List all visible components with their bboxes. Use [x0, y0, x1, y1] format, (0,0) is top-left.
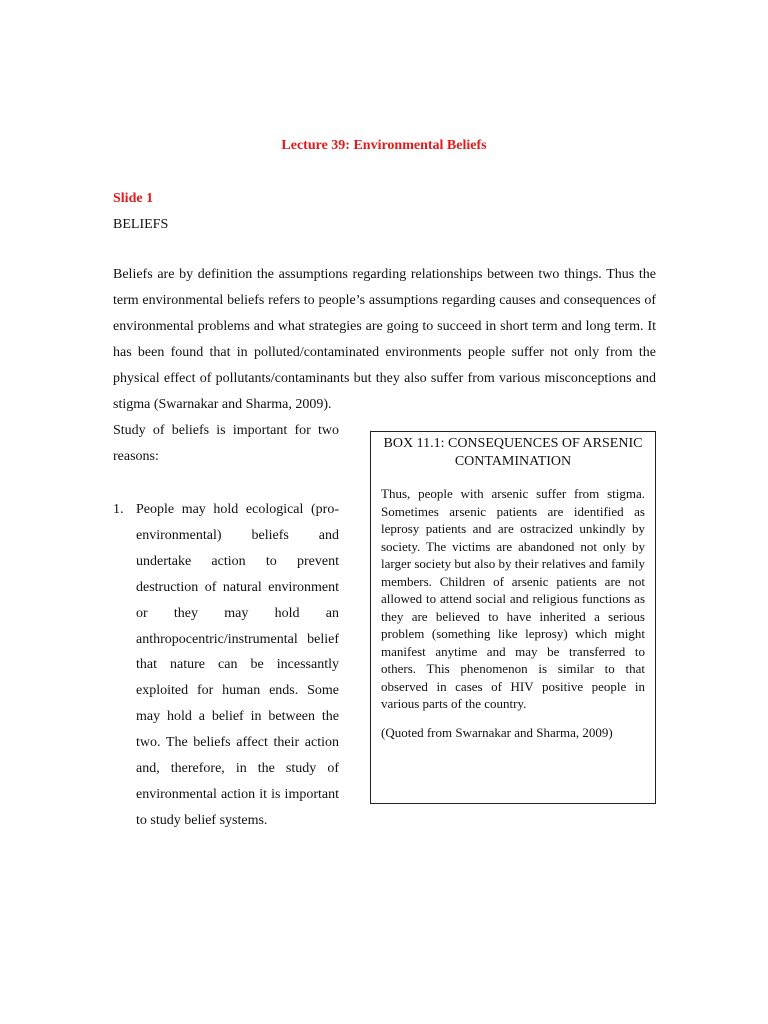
lecture-title: Lecture 39: Environmental Beliefs — [281, 138, 487, 153]
lead-paragraph: Study of beliefs is important for two reasons: — [113, 423, 339, 464]
box-body: Thus, people with arsenic suffer from stigma. Sometimes arsenic patients are identified as leprosy patients and are ostracized unkindly by society. The victims are abandoned not only by larger society but also by their relatives and family members. Children of arsenic patients are not allowed to attend social and religious functions as they are believed to have inherited a serious problem (something like leprosy) which might manifest anytime and may be transferred to others. This phenomenon is similar to that observed in cases of HIV positive people in various parts of the country. — [381, 486, 646, 711]
intro-paragraph: Beliefs are by definition the assumptions regarding relationships between two things. Thus the term environmental beliefs refers to people’s assumptions regarding causes and consequences of environmental problems and what strategies are going to succeed in short term and long term. It has been found that in polluted/contaminated environments people suffer not only from the physical effect of pollutants/contaminants but they also suffer from various misconceptions and stigma (Swarnakar and Sharma, 2009). — [113, 267, 656, 412]
box-citation: (Quoted from Swarnakar and Sharma, 2009) — [381, 724, 613, 740]
list-item-number: 1. — [113, 502, 124, 517]
list-item-text: People may hold ecological (pro-environmental) beliefs and undertake action to prevent destruction of natural environment or they may hold an anthropocentric/instrumental belief that nature can be incessantly exploited for human ends. Some may hold a belief in between the two. The beliefs affect their action and, therefore, in the study of environmental action it is important to study belief systems. — [136, 502, 339, 828]
box-title: BOX 11.1: CONSEQUENCES OF ARSENIC CONTAMINATION — [383, 436, 643, 469]
consequences-box — [370, 431, 656, 804]
slide-label: Slide 1 — [113, 191, 154, 206]
section-heading: BELIEFS — [113, 217, 169, 232]
